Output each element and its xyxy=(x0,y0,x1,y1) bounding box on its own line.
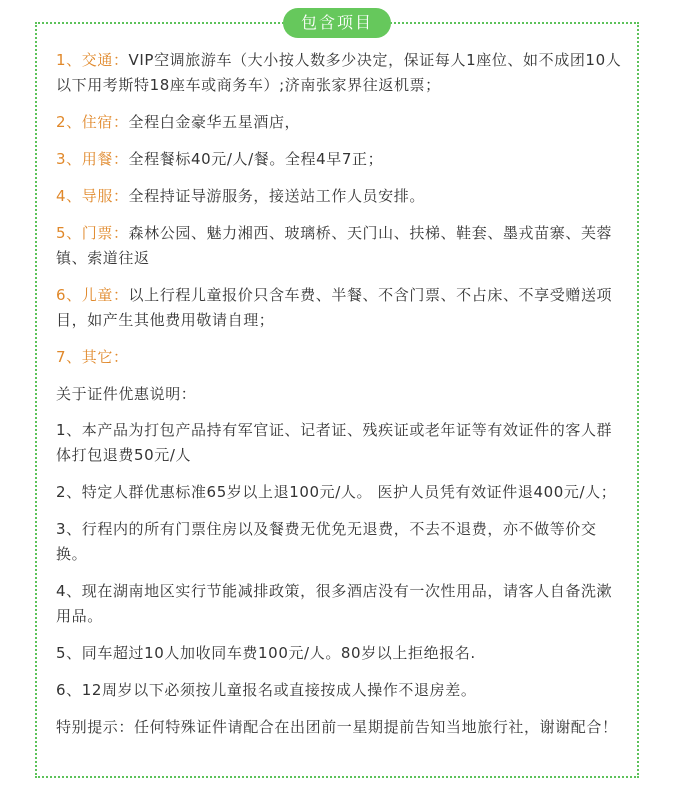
item-text: 全程持证导游服务，接送站工作人员安排。 xyxy=(128,187,425,205)
item-label: 6、儿童： xyxy=(56,286,129,304)
item-guide xyxy=(56,184,624,209)
item-text: VIP空调旅游车（大小按人数多少决定，保证每人1座位、如不成团10人以下用考斯特18座车或商务车）;济南张家界往返机票； xyxy=(56,51,622,94)
item-label: 7、其它： xyxy=(56,348,129,366)
item-label: 3、用餐： xyxy=(56,150,129,168)
notes-header: 关于证件优惠说明： xyxy=(56,385,197,403)
item-label: 5、门票： xyxy=(56,224,129,242)
item-label: 4、导服： xyxy=(56,187,129,205)
note-item: 4、现在湖南地区实行节能减排政策，很多酒店没有一次性用品，请客人自备洗漱用品。 xyxy=(56,582,613,625)
note-item: 5、同车超过10人加收同车费100元/人。80岁以上拒绝报名. xyxy=(56,644,476,662)
section-title: 包含项目 xyxy=(283,8,391,38)
item-hotel xyxy=(56,110,624,135)
item-text: 森林公园、魅力湘西、玻璃桥、天门山、扶梯、鞋套、墨戎苗寨、芙蓉镇、索道往返 xyxy=(56,224,613,267)
note-item: 3、行程内的所有门票住房以及餐费无优免无退费，不去不退费，亦不做等价交换。 xyxy=(56,520,597,563)
special-tip: 特别提示：任何特殊证件请配合在出团前一星期提前告知当地旅行社，谢谢配合！ xyxy=(56,718,618,736)
item-tickets xyxy=(56,221,624,271)
note-item: 1、本产品为打包产品持有军官证、记者证、残疾证或老年证等有效证件的客人群体打包退费50元/人 xyxy=(56,421,613,464)
item-children xyxy=(56,283,624,333)
note-item: 6、12周岁以下必须按儿童报名或直接按成人操作不退房差。 xyxy=(56,681,477,699)
item-meals xyxy=(56,147,624,172)
content-area xyxy=(56,48,624,752)
item-text: 以上行程儿童报价只含车费、半餐、不含门票、不占床、不享受赠送项目，如产生其他费用敬请自理； xyxy=(56,286,613,329)
item-transport xyxy=(56,48,624,98)
item-label: 1、交通： xyxy=(56,51,129,69)
item-label: 2、住宿： xyxy=(56,113,129,131)
note-item: 2、特定人群优惠标准65岁以上退100元/人。 医护人员凭有效证件退400元/人； xyxy=(56,483,617,501)
item-other xyxy=(56,345,624,370)
item-text: 全程餐标40元/人/餐。全程4早7正； xyxy=(128,150,384,168)
item-text: 全程白金豪华五星酒店， xyxy=(128,113,301,131)
